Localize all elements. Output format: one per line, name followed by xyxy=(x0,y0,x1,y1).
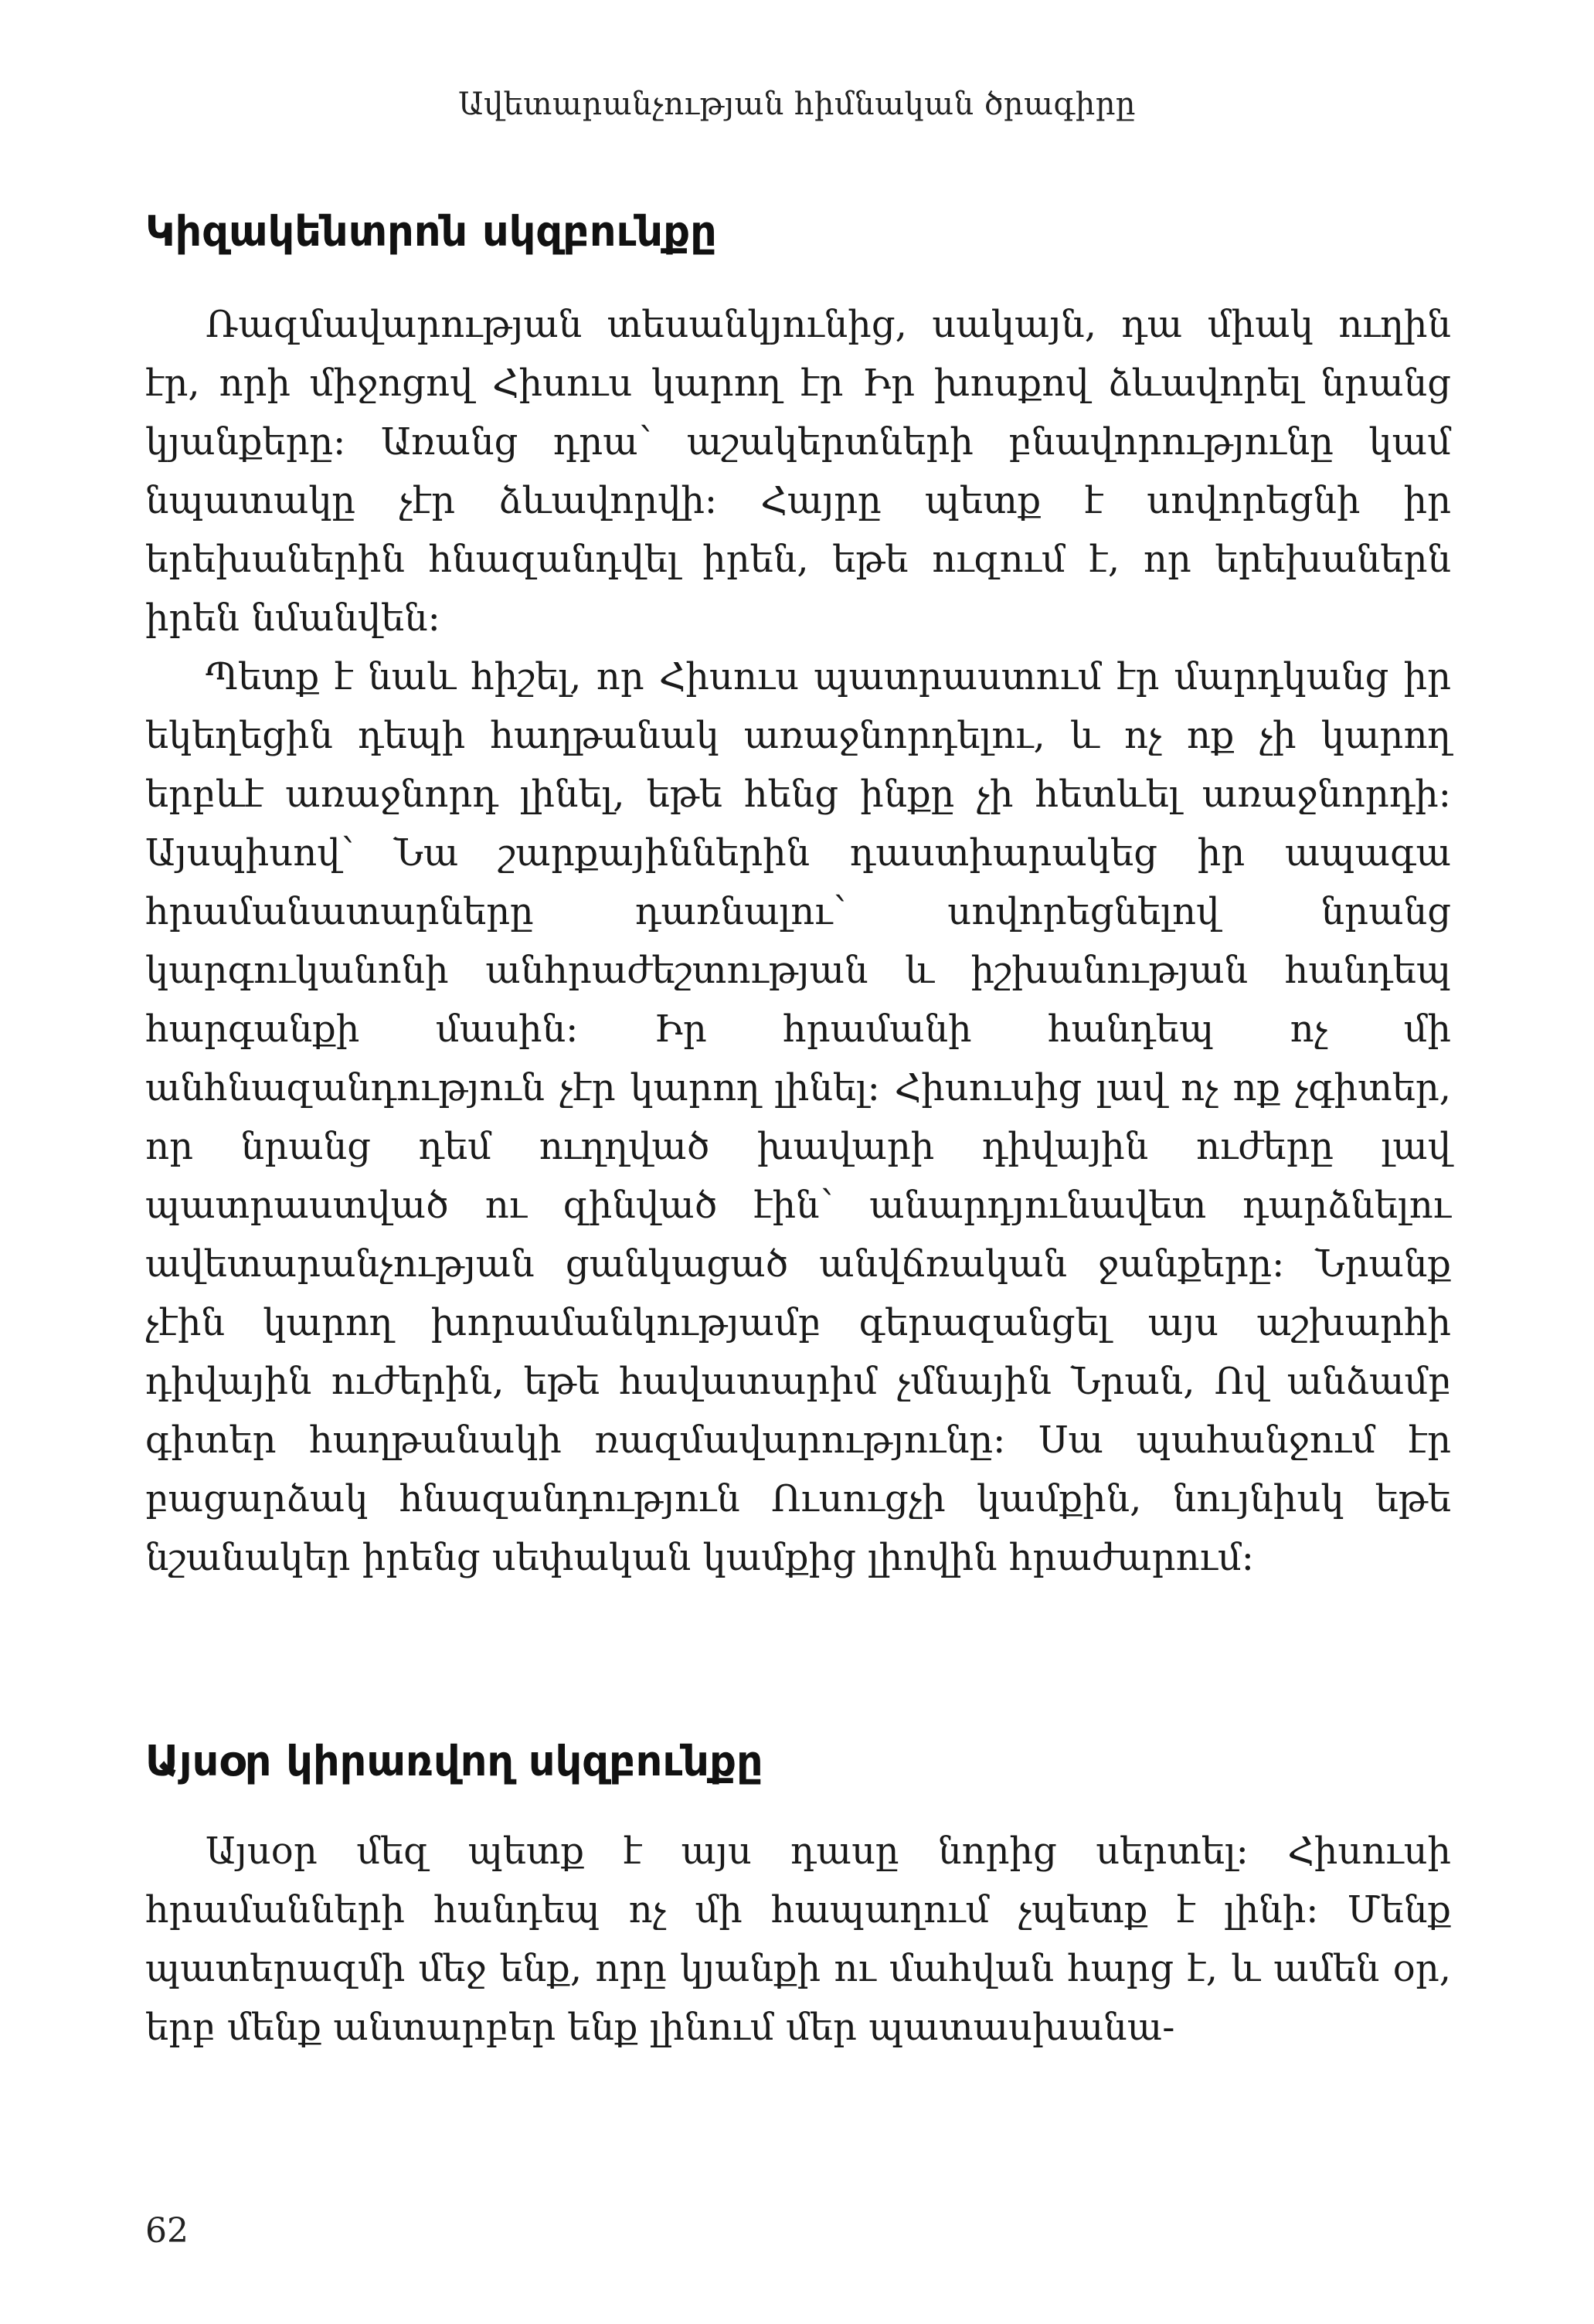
page-number: 62 xyxy=(145,2211,189,2251)
paragraph: Պետք է նաև հիշել, որ Հիսուս պատրաստում էր մարդկանց իր եկեղեցին դեպի հաղթանակ առաջնորդելու, և ոչ ոք չի կարող երբևէ առաջնորդ լինել, եթե հենց ինքը չի հետևել առաջնորդի։ Այսպիսով՝ Նա շարքայիններին դաստիարակեց իր ապագա հրամանատարները դառնալու՝ սովորեցնելով նրանց կարգուկանոնի անհրաժեշտության և իշխանության հանդեպ հարգանքի մասին։ Իր հրամանի հանդեպ ոչ մի անհնազանդություն չէր կարող լինել։ Հիսուսից լավ ոչ ոք չգիտեր, որ նրանց դեմ ուղղված խավարի դիվային ուժերը լավ պատրաստված ու զինված էին՝ անարդյունավետ դարձնելու ավետարանչության ցանկացած անվճռական ջանքերը։ Նրանք չէին կարող խորամանկությամբ գերազանցել այս աշխարհի դիվային ուժերին, եթե հավատարիմ չմնային Նրան, Ով անձամբ գիտեր հաղթանակի ռազմավարությունը։ Սա պահանջում էր բացարձակ հնազանդություն Ուսուցչի կամքին, նույնիսկ եթե նշանակեր իրենց սեփական կամքից լիովին հրաժարում։ xyxy=(145,655,1451,1579)
section-body xyxy=(145,1822,1451,2057)
paragraph: Այսօր մեզ պետք է այս դասը նորից սերտել։ Հիսուսի հրամանների հանդեպ ոչ մի հապաղում չպետք է լինի։ Մենք պատերազմի մեջ ենք, որը կյանքի ու մահվան հարց է, և ամեն օր, երբ մենք անտարբեր ենք լինում մեր պատասխանա- xyxy=(145,1830,1451,2049)
paragraph: Ռազմավարության տեսանկյունից, սակայն, դա միակ ուղին էր, որի միջոցով Հիսուս կարող էր Իր խոսքով ձևավորել նրանց կյանքերը։ Առանց դրա՝ աշակերտների բնավորությունը կամ նպատակը չէր ձևավորվի։ Հայրը պետք է սովորեցնի իր երեխաներին հնազանդվել իրեն, եթե ուզում է, որ երեխաներն իրեն նմանվեն։ xyxy=(145,303,1451,640)
running-header: Ավետարանչության հիմնական ծրագիրը xyxy=(458,87,1136,122)
section-body xyxy=(145,295,1451,1587)
section-heading: Կիզակենտրոն սկզբունքը xyxy=(145,207,717,256)
section-heading: Այսօր կիրառվող սկզբունքը xyxy=(145,1737,763,1785)
